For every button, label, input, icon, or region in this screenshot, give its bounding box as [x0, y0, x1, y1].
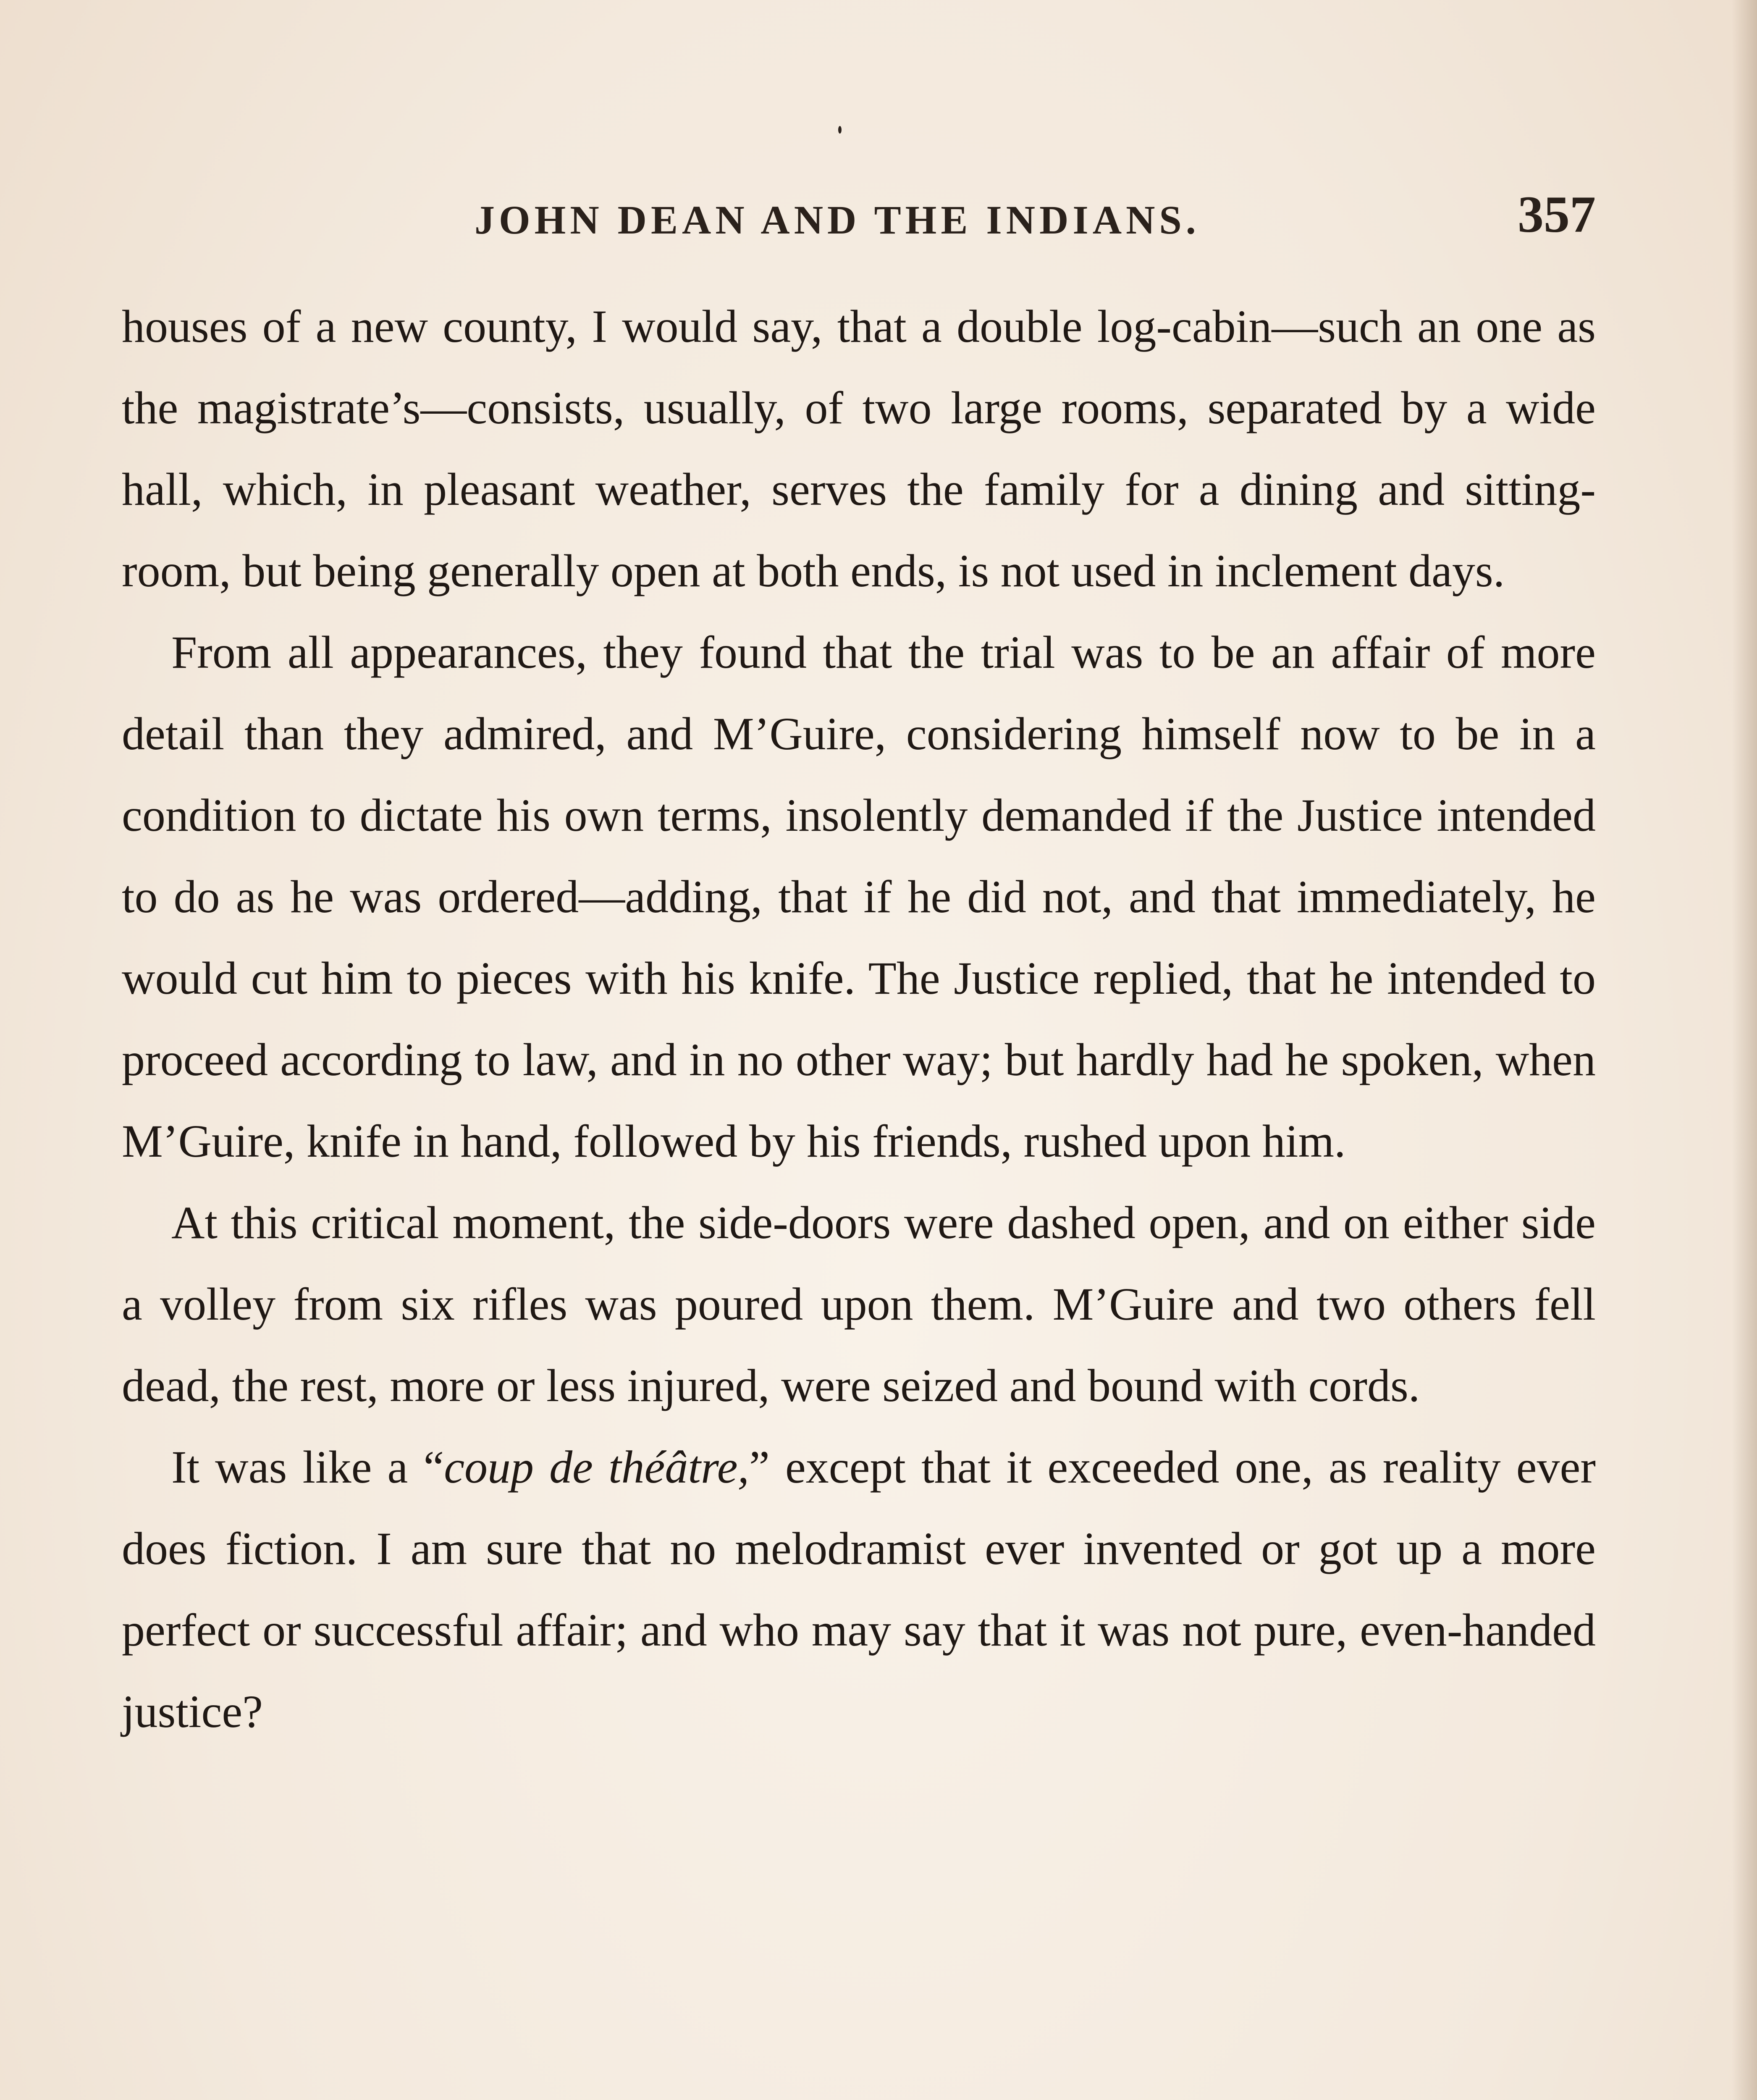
paragraph-4	[122, 1426, 1596, 1752]
running-title: JOHN DEAN AND THE INDIANS.	[475, 197, 1200, 242]
page-edge-shadow	[1732, 0, 1757, 2100]
running-head	[122, 185, 1596, 252]
paragraph-4-italic: coup de théâtre,	[444, 1441, 750, 1493]
body-text	[122, 286, 1596, 1752]
page-number: 357	[1518, 186, 1596, 243]
paragraph-4-end: ” except that it exceeded one, as reality ever does fiction. I am sure that no melodramist ever invented or got up a more perfect or successful affair; and who may say that it was not pure, even-handed justice?	[122, 1441, 1596, 1737]
ink-speck	[838, 126, 842, 134]
paragraph-2: From all appearances, they found that the trial was to be an affair of more detail than they admired, and M’Guire, considering himself now to be in a condition to dictate his own terms, insolently demanded if the Justice intended to do as he was ordered—adding, that if he did not, and that immediately, he would cut him to pieces with his knife. The Justice replied, that he intended to proceed according to law, and in no other way; but hardly had he spoken, when M’Guire, knife in hand, followed by his friends, rushed upon him.	[122, 627, 1596, 1167]
paragraph-4-start: It was like a “	[171, 1441, 444, 1493]
paragraph-3: At this critical moment, the side-doors were dashed open, and on either side a volley from six rifles was poured upon them. M’Guire and two others fell dead, the rest, more or less injured, were seized and bound with cords.	[122, 1197, 1596, 1411]
paragraph-1: houses of a new county, I would say, that a double log-cabin—such an one as the magistrate’s—consists, usually, of two large rooms, separated by a wide hall, which, in pleasant weather, serves the family for a dining and sitting-room, but being generally open at both ends, is not used in inclement days.	[122, 301, 1596, 596]
